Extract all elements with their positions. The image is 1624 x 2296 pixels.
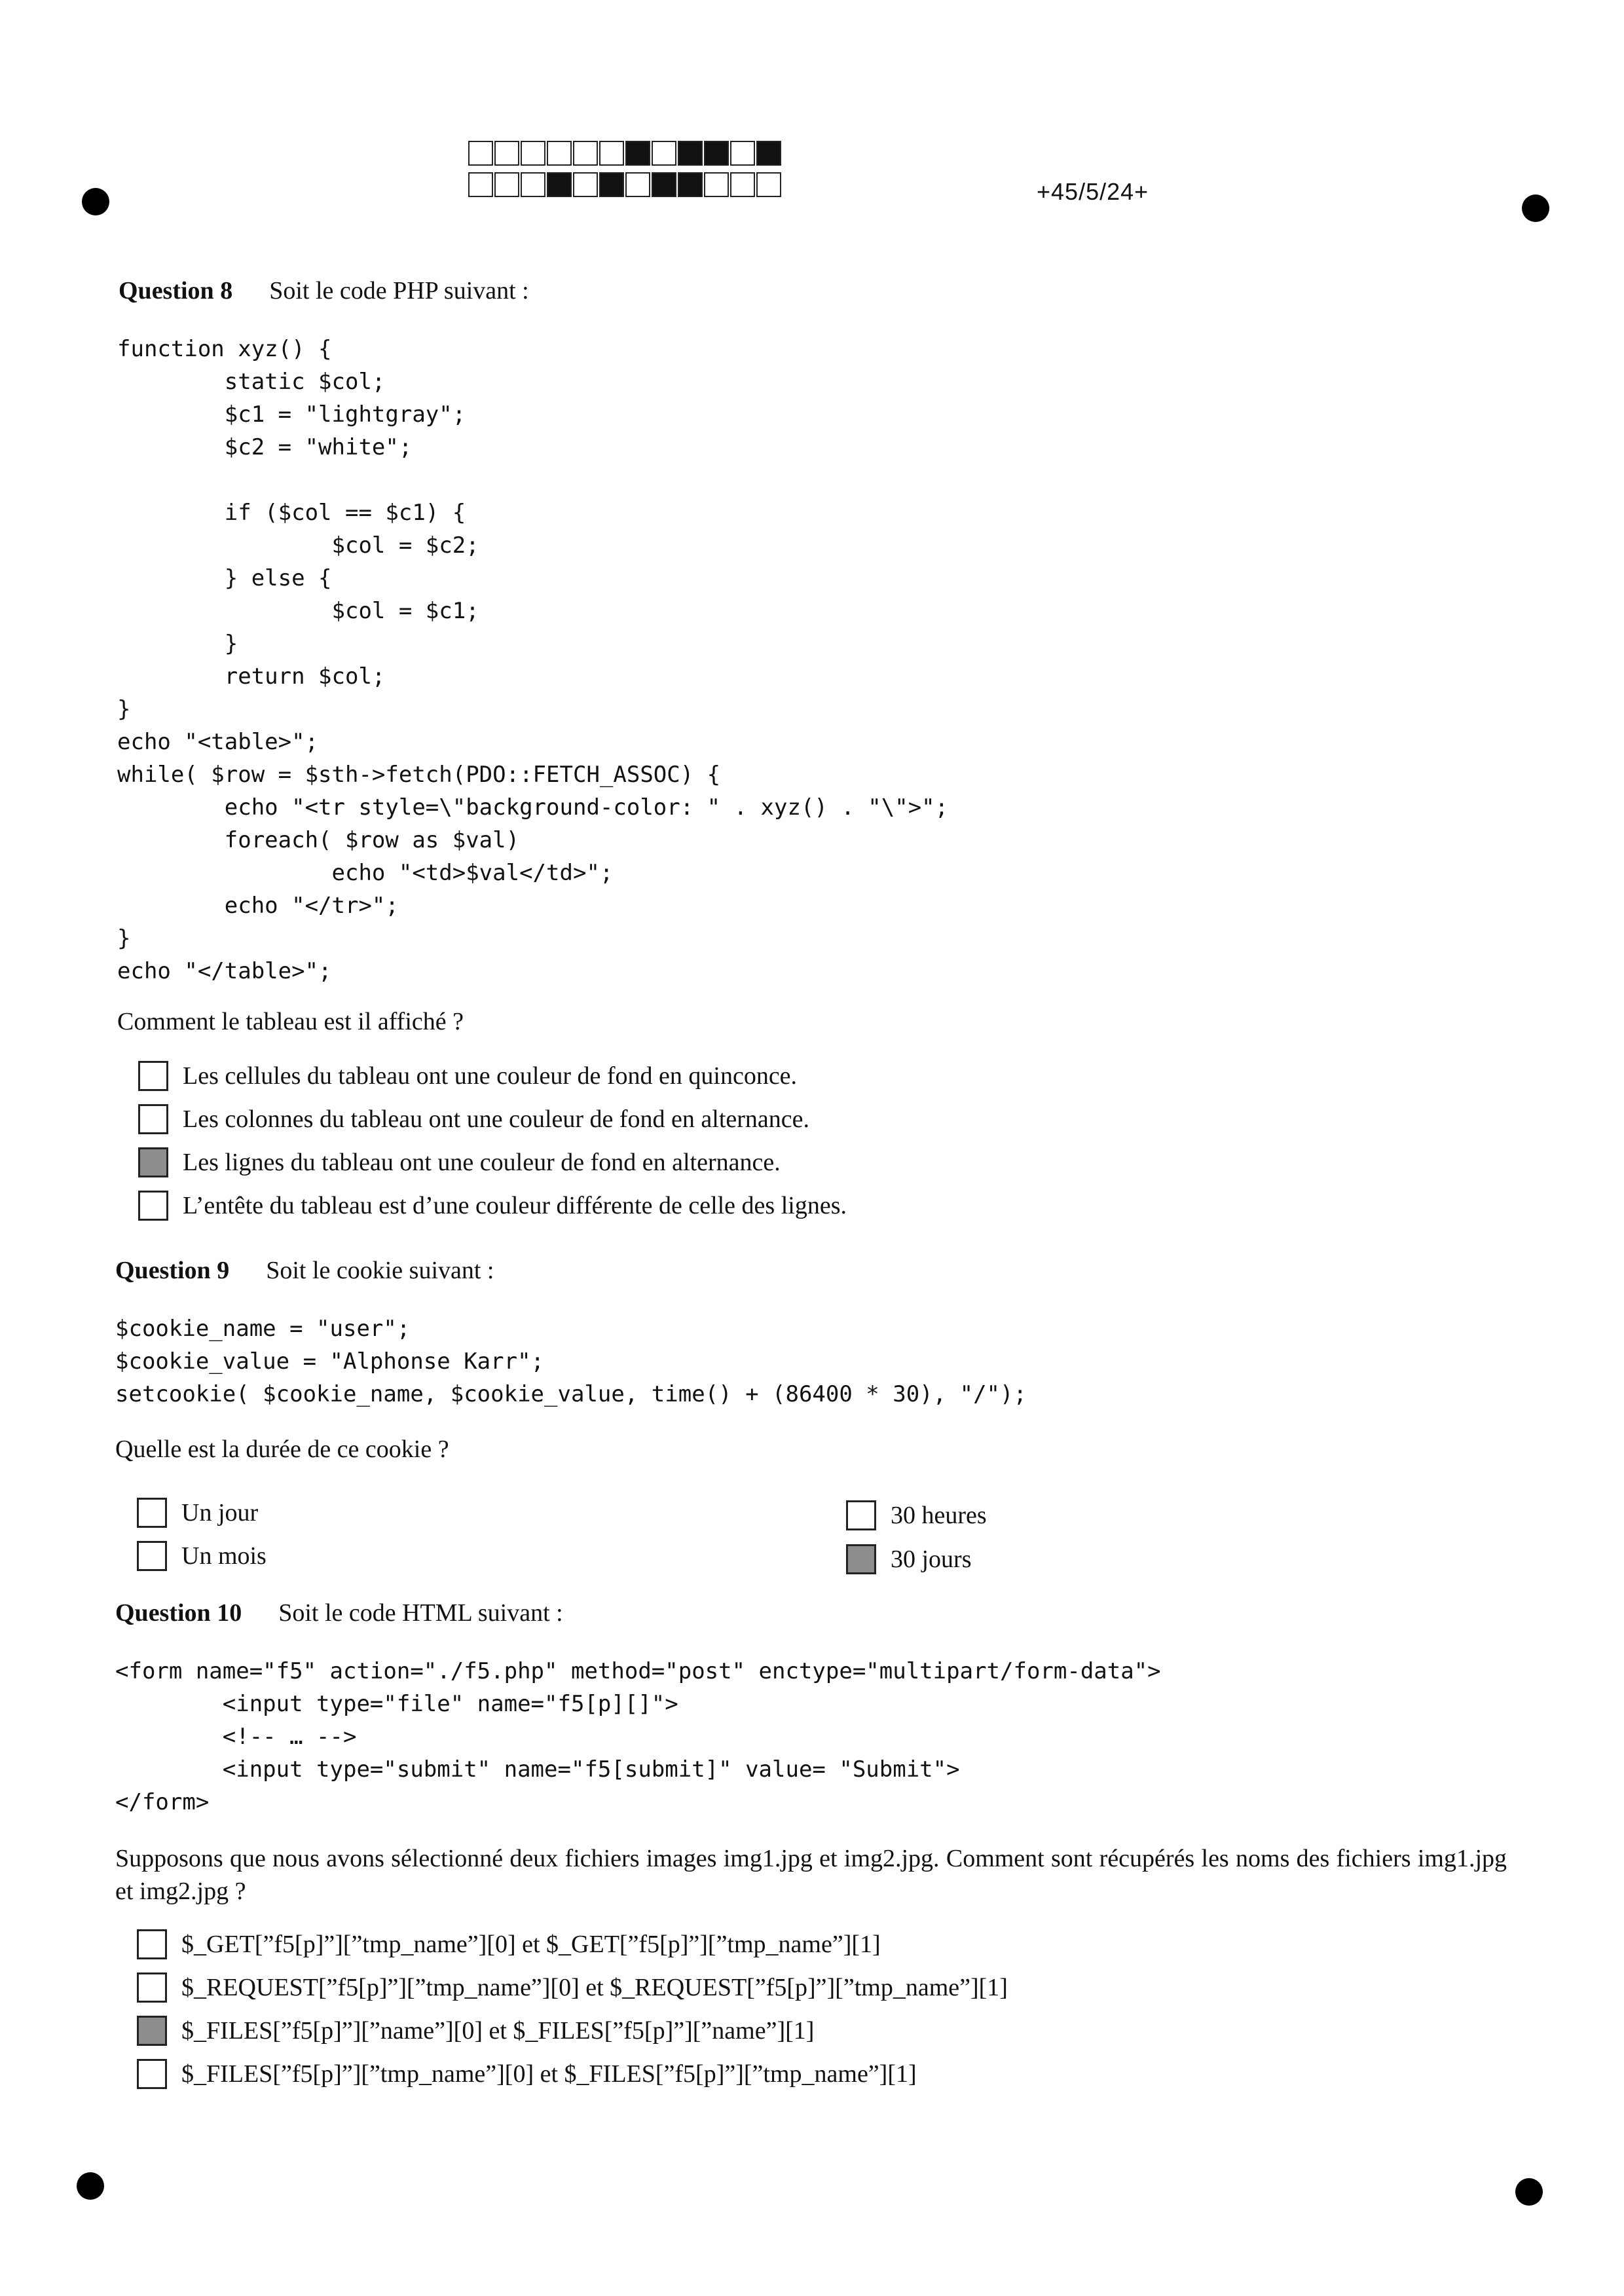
- id-grid-row: [468, 141, 783, 167]
- answer-label: Les colonnes du tableau ont une couleur de fond en alternance.: [183, 1105, 810, 1133]
- answer-option[interactable]: [846, 1544, 972, 1574]
- answer-label: Un mois: [181, 1542, 267, 1570]
- answer-checkbox[interactable]: [846, 1500, 876, 1530]
- answer-option[interactable]: [138, 1147, 781, 1177]
- answer-option[interactable]: [137, 2059, 917, 2089]
- question-number: Question 8: [119, 277, 233, 305]
- answer-checkbox[interactable]: [137, 1498, 167, 1528]
- student-id-grid: [468, 141, 783, 204]
- answer-checkbox[interactable]: [137, 1972, 167, 2003]
- answer-label: Les cellules du tableau ont une couleur de fond en quinconce.: [183, 1062, 798, 1090]
- question-intro: Soit le cookie suivant :: [266, 1257, 494, 1284]
- answer-label: $_FILES[”f5[p]”][”name”][0] et $_FILES[”f5[p]”][”name”][1]: [181, 2017, 815, 2045]
- answer-label: 30 jours: [891, 1546, 972, 1573]
- answer-option[interactable]: [137, 1541, 267, 1571]
- question-8-code: function xyz() { static $col; $c1 = "lightgray"; $c2 = "white"; if ($col == $c1) { $col = $c2; } else { $col = $c1; } return $col; } echo "<table>"; while( $row = $sth->fetch(PDO::FETCH_ASSOC) { echo "<tr style=\"background-color: " . xyz() . "\">"; foreach( $row as $val) echo "<td>$val</td>"; echo "</tr>"; } echo "</table>";: [117, 336, 949, 984]
- question-9-prompt: Quelle est la durée de ce cookie ?: [115, 1435, 449, 1463]
- question-intro: Soit le code PHP suivant :: [269, 277, 529, 305]
- question-10-code: <form name="f5" action="./f5.php" method="post" enctype="multipart/form-data"> <input type="file" name="f5[p][]"> <!-- … --> <input type="submit" name="f5[submit]" value= "Submit"> </form>: [115, 1658, 1161, 1815]
- answer-checkbox-checked[interactable]: [137, 2016, 167, 2046]
- answer-label: Les lignes du tableau ont une couleur de fond en alternance.: [183, 1149, 781, 1176]
- question-number: Question 9: [115, 1257, 230, 1284]
- id-grid-row: [468, 172, 783, 198]
- answer-option[interactable]: [137, 1929, 881, 1959]
- answer-option[interactable]: [137, 1972, 1008, 2003]
- registration-mark-top-left: [82, 188, 109, 215]
- answer-checkbox[interactable]: [137, 1929, 167, 1959]
- question-number: Question 10: [115, 1599, 242, 1627]
- question-10-prompt: Supposons que nous avons sélectionné deux fichiers images img1.jpg et img2.jpg. Comment sont récupérés les noms des fichiers img1.jpg et img2.jpg ?: [115, 1845, 1507, 1905]
- registration-mark-top-right: [1522, 194, 1549, 222]
- answer-option[interactable]: [138, 1061, 797, 1091]
- answer-option[interactable]: [138, 1191, 847, 1221]
- answer-checkbox[interactable]: [138, 1191, 168, 1221]
- page-code: +45/5/24+: [1037, 178, 1149, 205]
- answer-checkbox[interactable]: [138, 1061, 168, 1091]
- answer-checkbox[interactable]: [138, 1104, 168, 1134]
- registration-mark-bottom-right: [1515, 2178, 1543, 2206]
- question-8-header: [119, 276, 529, 305]
- answer-checkbox[interactable]: [137, 2059, 167, 2089]
- question-intro: Soit le code HTML suivant :: [278, 1599, 563, 1627]
- answer-label: $_GET[”f5[p]”][”tmp_name”][0] et $_GET[”f5[p]”][”tmp_name”][1]: [181, 1931, 881, 1958]
- answer-label: $_REQUEST[”f5[p]”][”tmp_name”][0] et $_REQUEST[”f5[p]”][”tmp_name”][1]: [181, 1974, 1008, 2001]
- answer-label: Un jour: [181, 1499, 259, 1527]
- answer-label: 30 heures: [891, 1502, 987, 1529]
- answer-checkbox[interactable]: [137, 1541, 167, 1571]
- answer-label: L’entête du tableau est d’une couleur différente de celle des lignes.: [183, 1192, 847, 1219]
- answer-option[interactable]: [137, 2016, 814, 2046]
- answer-checkbox-checked[interactable]: [846, 1544, 876, 1574]
- answer-checkbox-checked[interactable]: [138, 1147, 168, 1177]
- answer-option[interactable]: [846, 1500, 987, 1530]
- question-8-prompt: Comment le tableau est il affiché ?: [117, 1008, 464, 1035]
- answer-option[interactable]: [137, 1498, 258, 1528]
- answer-option[interactable]: [138, 1104, 809, 1134]
- answer-label: $_FILES[”f5[p]”][”tmp_name”][0] et $_FILES[”f5[p]”][”tmp_name”][1]: [181, 2060, 917, 2088]
- question-9-header: [115, 1256, 494, 1285]
- question-9-code: $cookie_name = "user"; $cookie_value = "Alphonse Karr"; setcookie( $cookie_name, $cookie_value, time() + (86400 * 30), "/");: [115, 1316, 1027, 1407]
- registration-mark-bottom-left: [77, 2172, 104, 2200]
- question-10-header: [115, 1599, 563, 1627]
